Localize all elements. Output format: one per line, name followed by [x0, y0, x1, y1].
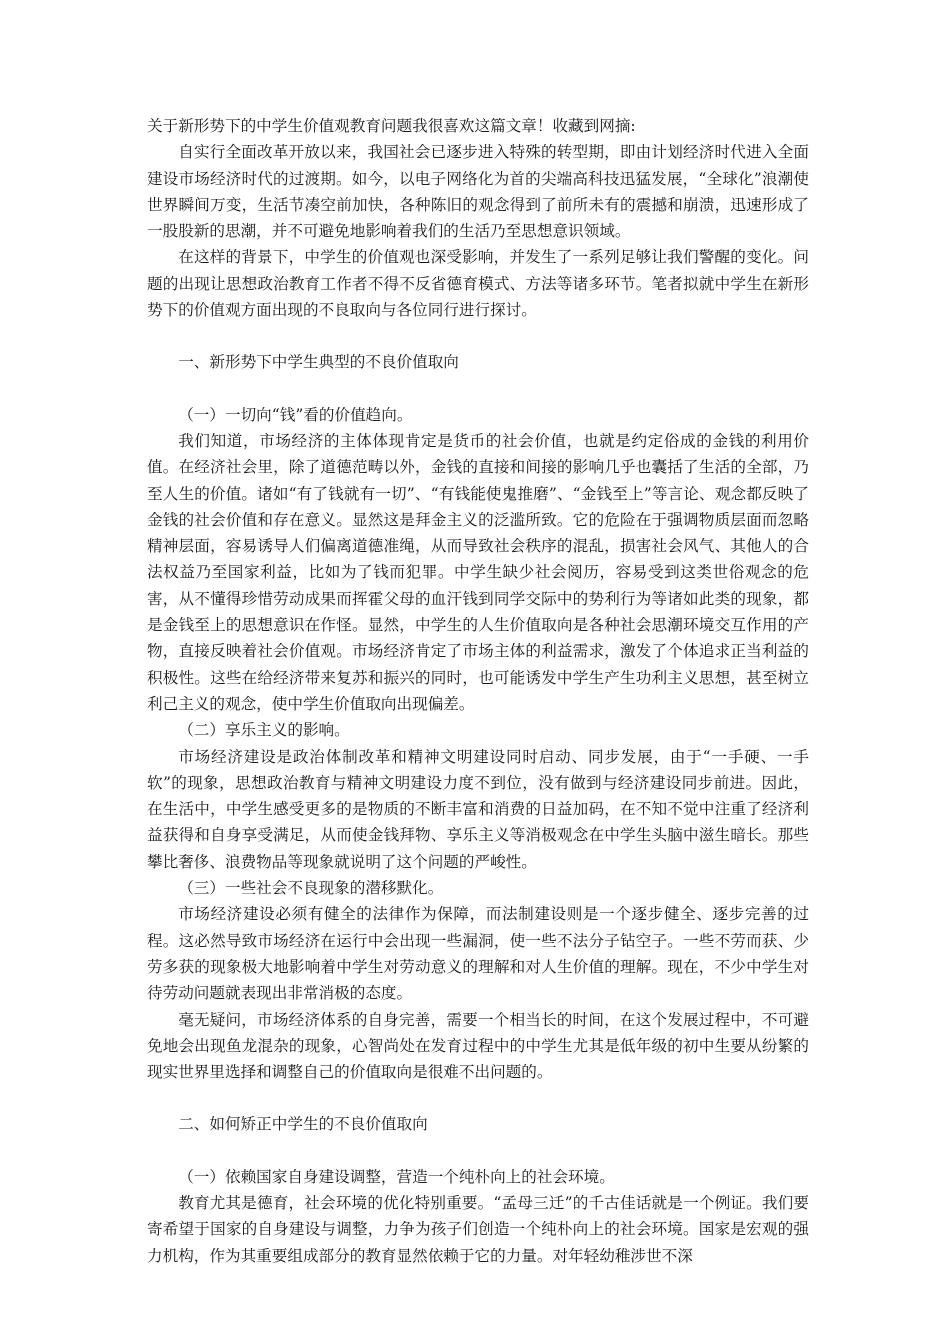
- section-heading-1: 一、新形势下中学生典型的不良价值取向: [178, 353, 459, 372]
- paragraph-2: 在这样的背景下，中学生的价值观也深受影响，并发生了一系列足够让我们警醒的变化。问题的出现让思想政治教育工作者不得不反省德育模式、方法等诸多环节。笔者拟就中学生在新形势下的价值观方面出现的不良取向与各位同行进行探讨。: [147, 248, 809, 320]
- intro-line: 关于新形势下的中学生价值观教育问题我很喜欢这篇文章！收藏到网摘:: [147, 117, 636, 135]
- document-body: [147, 113, 809, 1269]
- subheading-4: （一）依赖国家自身建设调整，营造一个纯朴向上的社会环境。: [178, 1167, 615, 1186]
- subheading-1: （一）一切向“钱”看的价值趋向。: [178, 405, 413, 424]
- subheading-3: （三）一些社会不良现象的潜移默化。: [178, 879, 444, 898]
- subheading-2: （二）享乐主义的影响。: [178, 721, 350, 740]
- section-heading-2: 二、如何矫正中学生的不良价值取向: [178, 1115, 428, 1134]
- paragraph-1: 自实行全面改革开放以来，我国社会已逐步进入特殊的转型期，即由计划经济时代进入全面建设市场经济时代的过渡期。如今，以电子网络化为首的尖端高科技迅猛发展，“全球化”浪潮使世界瞬间万变，生活节凑空前加快，各种陈旧的观念得到了前所未有的震撼和崩溃，迅速形成了一股股新的思潮，并不可避免地影响着我们的生活乃至思想意识领域。: [147, 143, 809, 241]
- paragraph-7: 教育尤其是德育，社会环境的优化特别重要。“孟母三迁”的千古佳话就是一个例证。我们要寄希望于国家的自身建设与调整，力争为孩子们创造一个纯朴向上的社会环境。国家是宏观的强力机构，作为其重要组成部分的教育显然依赖于它的力量。对年轻幼稚涉世不深: [147, 1193, 809, 1265]
- paragraph-5: 市场经济建设必须有健全的法律作为保障，而法制建设则是一个逐步健全、逐步完善的过程。这必然导致市场经济在运行中会出现一些漏洞，使一些不法分子钻空子。一些不劳而获、少劳多获的现象极大地影响着中学生对劳动意义的理解和对人生价值的理解。现在，不少中学生对待劳动问题就表现出非常消极的态度。: [147, 905, 809, 1003]
- paragraph-4: 市场经济建设是政治体制改革和精神文明建设同时启动、同步发展，由于“一手硬、一手软”的现象，思想政治教育与精神文明建设力度不到位，没有做到与经济建设同步前进。因此，在生活中，中学生感受更多的是物质的不断丰富和消费的日益加码，在不知不觉中注重了经济利益获得和自身享受满足，从而使金钱拜物、享乐主义等消极观念在中学生头脑中滋生暗长。那些攀比奢侈、浪费物品等现象就说明了这个问题的严峻性。: [147, 747, 809, 871]
- paragraph-6: 毫无疑问，市场经济体系的自身完善，需要一个相当长的时间，在这个发展过程中，不可避免地会出现鱼龙混杂的现象，心智尚处在发育过程中的中学生尤其是低年级的初中生要从纷繁的现实世界里选择和调整自己的价值取向是很难不出问题的。: [147, 1010, 809, 1082]
- paragraph-3: 我们知道，市场经济的主体体现肯定是货币的社会价值，也就是约定俗成的金钱的利用价值。在经济社会里，除了道德范畴以外，金钱的直接和间接的影响几乎也囊括了生活的全部，乃至人生的价值。诸如“有了钱就有一切”、“有钱能使鬼推磨”、“金钱至上”等言论、观念都反映了金钱的社会价值和存在意义。显然这是拜金主义的泛滥所致。它的危险在于强调物质层面而忽略精神层面，容易诱导人们偏离道德准绳，从而导致社会秩序的混乱，损害社会风气、其他人的合法权益乃至国家利益，比如为了钱而犯罪。中学生缺少社会阅历，容易受到这类世俗观念的危害，从不懂得珍惜劳动成果而挥霍父母的血汗钱到同学交际中的势利行为等诸如此类的现象，都是金钱至上的思想意识在作怪。显然，中学生的人生价值取向是各种社会思潮环境交互作用的产物，直接反映着社会价值观。市场经济肯定了市场主体的利益需求，激发了个体追求正当利益的积极性。这些在给经济带来复苏和振兴的同时，也可能诱发中学生产生功利主义思想，甚至树立利己主义的观念，使中学生价值取向出现偏差。: [147, 431, 809, 713]
